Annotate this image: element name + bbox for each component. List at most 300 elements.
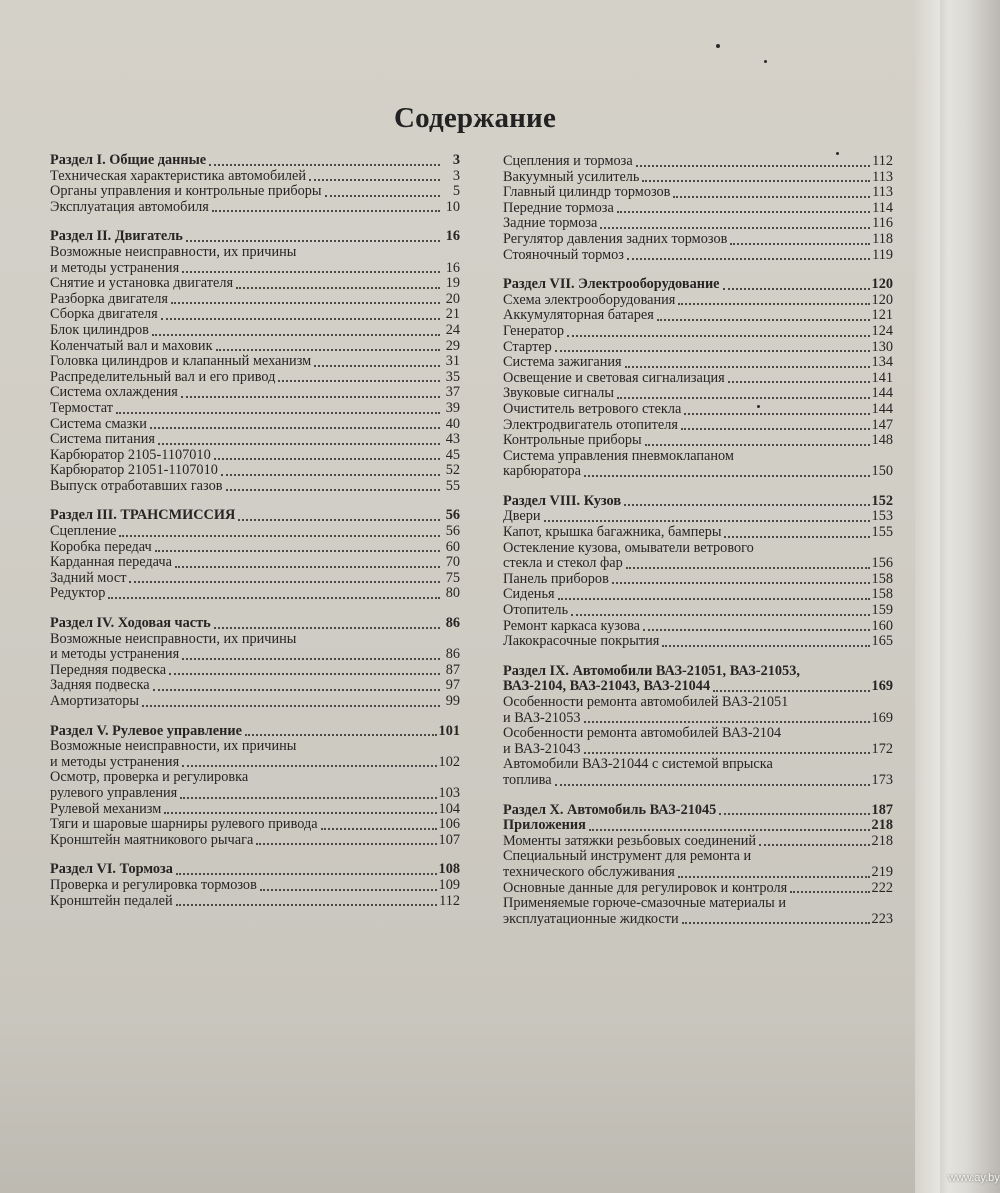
toc-entry-text: Термостат <box>50 399 114 416</box>
dot-leader <box>584 474 870 477</box>
dot-leader <box>790 890 869 893</box>
dot-leader <box>626 566 870 569</box>
toc-entry-text: Кронштейн маятникового рычага <box>50 831 254 848</box>
section-heading <box>503 679 893 695</box>
toc-entry <box>50 524 460 540</box>
page-number: 118 <box>872 230 893 247</box>
page-number: 120 <box>871 276 893 293</box>
toc-section <box>50 616 460 710</box>
dot-leader <box>129 580 440 583</box>
dot-leader <box>567 334 870 337</box>
toc-entry-text: Система питания <box>50 431 155 448</box>
section-heading <box>50 616 460 632</box>
toc-entry-text: Система смазки <box>50 415 147 432</box>
toc-entry <box>503 572 893 588</box>
page-number: 153 <box>871 508 893 525</box>
toc-entry <box>50 169 460 185</box>
page-number: 99 <box>445 693 460 709</box>
page-number: 113 <box>872 168 893 185</box>
toc-entry-text: Звуковые сигналы <box>503 385 614 402</box>
toc-entry <box>50 417 460 433</box>
dot-leader <box>571 613 869 616</box>
section-heading-text: Раздел VII. Электрооборудование <box>503 276 720 293</box>
toc-entry-text: карбюратора <box>503 463 582 480</box>
toc-entry <box>50 694 460 710</box>
toc-entry <box>50 586 460 602</box>
page-number: 114 <box>872 199 893 216</box>
toc-entry-text: Сцепления и тормоза <box>503 153 633 169</box>
toc-entry-line1: Особенности ремонта автомобилей ВАЗ-2104 <box>503 725 782 742</box>
dot-leader <box>182 270 440 273</box>
dot-leader <box>558 597 870 600</box>
toc-section <box>50 862 460 909</box>
dot-leader <box>724 535 869 538</box>
page-number: 56 <box>445 523 460 540</box>
toc-entry-text: Контрольные приборы <box>503 432 642 449</box>
toc-entry <box>50 307 460 323</box>
page-number: 156 <box>871 555 893 572</box>
page-number: 19 <box>445 275 460 292</box>
page-number: 35 <box>445 368 460 385</box>
toc-entry-text: Тяги и шаровые шарниры рулевого привода <box>50 816 318 833</box>
page-number: 97 <box>445 677 460 694</box>
page-number: 141 <box>871 369 893 386</box>
toc-entry <box>503 216 893 232</box>
page-number: 5 <box>452 183 460 200</box>
page-number: 29 <box>445 337 460 354</box>
toc-entry-text: Амортизаторы <box>50 693 139 709</box>
section-heading <box>503 803 893 819</box>
toc-entry-text: Карбюратор 2105-1107010 <box>50 446 211 463</box>
toc-entry <box>503 386 893 402</box>
page-number: 158 <box>871 586 893 603</box>
toc-entry-text: Моменты затяжки резьбовых соединений <box>503 832 757 849</box>
toc-entry-text: Ремонт каркаса кузова <box>503 617 641 634</box>
toc-entry-text: технического обслуживания <box>503 863 675 880</box>
toc-entry-text: Органы управления и контрольные приборы <box>50 183 322 200</box>
dot-leader <box>164 811 436 814</box>
toc-section <box>50 229 460 494</box>
page-number: 3 <box>452 167 460 184</box>
toc-entry <box>50 833 460 849</box>
toc-entry <box>50 540 460 556</box>
page-number: 60 <box>445 538 460 555</box>
section-heading-text: Раздел VI. Тормоза <box>50 861 173 878</box>
toc-entry <box>50 200 460 216</box>
toc-entry-line1: Автомобили ВАЗ-21044 с системой впрыска <box>503 756 773 773</box>
toc-entry-text: Схема электрооборудования <box>503 291 676 308</box>
page-number: 144 <box>871 385 893 402</box>
dot-leader <box>158 442 440 445</box>
dot-leader <box>309 178 440 181</box>
section-heading-text: Раздел II. Двигатель <box>50 228 183 245</box>
page-number: 119 <box>872 246 893 263</box>
dot-leader <box>657 318 870 321</box>
toc-entry <box>503 865 893 881</box>
toc-entry <box>50 663 460 679</box>
dot-leader <box>681 427 870 430</box>
page-number: 3 <box>452 152 460 168</box>
dot-leader <box>175 565 440 568</box>
page-number: 39 <box>445 399 460 416</box>
toc-entry <box>50 432 460 448</box>
page-number: 108 <box>438 861 460 878</box>
toc-entry <box>503 711 893 727</box>
toc-entry <box>50 817 460 833</box>
toc-entry-text: рулевого управления <box>50 784 178 801</box>
toc-section <box>503 664 893 789</box>
dot-leader <box>584 720 870 723</box>
page-number: 55 <box>445 477 460 494</box>
toc-entry <box>50 571 460 587</box>
dot-leader <box>682 921 870 924</box>
toc-entry-text: Проверка и регулировка тормозов <box>50 876 257 893</box>
dot-leader <box>600 226 870 229</box>
toc-entry-text: и ВАЗ-21053 <box>503 709 581 726</box>
dot-leader <box>624 503 870 506</box>
dot-leader <box>678 875 870 878</box>
toc-entry <box>503 308 893 324</box>
toc-entry <box>50 463 460 479</box>
page-number: 130 <box>871 338 893 355</box>
dot-leader <box>161 317 440 320</box>
page-number: 144 <box>871 400 893 417</box>
toc-entry-text: Задние тормоза <box>503 215 598 232</box>
toc-entry-text: Генератор <box>503 322 564 339</box>
page-number: 20 <box>445 290 460 307</box>
toc-entry <box>50 323 460 339</box>
toc-entry-text: Главный цилиндр тормозов <box>503 184 671 201</box>
toc-entry <box>503 201 893 217</box>
section-heading-line1: Раздел IX. Автомобили ВАЗ-21051, ВАЗ-21053, <box>503 662 800 679</box>
toc-entry <box>503 418 893 434</box>
dot-leader <box>152 333 440 336</box>
toc-entry <box>503 293 893 309</box>
page-number: 120 <box>871 291 893 308</box>
dot-leader <box>214 457 440 460</box>
dot-leader <box>212 209 440 212</box>
toc-entry-line1: Возможные неисправности, их причины <box>50 738 297 755</box>
toc-entry <box>503 154 893 170</box>
page-number: 152 <box>871 492 893 509</box>
page-number: 121 <box>871 307 893 324</box>
dot-leader <box>625 365 870 368</box>
toc-entry <box>503 773 893 789</box>
dot-leader <box>238 518 440 521</box>
toc-entry-text: Блок цилиндров <box>50 321 149 338</box>
toc-entry-text: топлива <box>503 771 552 788</box>
page-number: 75 <box>445 569 460 586</box>
toc-entry <box>503 170 893 186</box>
dot-leader <box>182 657 440 660</box>
page-edge <box>915 0 1000 1193</box>
dot-leader <box>325 194 440 197</box>
page-number: 222 <box>871 879 893 896</box>
toc-section <box>50 153 460 215</box>
toc-entry <box>50 276 460 292</box>
toc-entry-text: Двери <box>503 508 541 525</box>
page-number: 134 <box>871 354 893 371</box>
section-heading <box>50 153 460 169</box>
page-number: 21 <box>445 306 460 323</box>
toc-entry <box>503 324 893 340</box>
dot-leader <box>214 626 440 629</box>
page-number: 56 <box>445 507 460 524</box>
toc-entry-text: Коробка передач <box>50 538 152 555</box>
toc-entry <box>50 786 460 802</box>
section-heading-text: Раздел V. Рулевое управление <box>50 722 242 739</box>
dot-leader <box>321 827 437 830</box>
toc-entry-text: Лакокрасочные покрытия <box>503 633 660 650</box>
toc-entry <box>503 402 893 418</box>
dot-leader <box>555 349 870 352</box>
dot-leader <box>589 828 870 831</box>
dot-leader <box>245 733 437 736</box>
toc-entry-text: Рулевой механизм <box>50 800 162 817</box>
dot-leader <box>256 842 436 845</box>
ink-speck <box>716 44 720 48</box>
dot-leader <box>176 903 437 906</box>
section-heading <box>50 508 460 524</box>
dot-leader <box>645 443 870 446</box>
page-number: 113 <box>872 184 893 201</box>
page-number: 107 <box>438 831 460 848</box>
toc-entry-text: Стартер <box>503 338 552 355</box>
toc-entry-text: Система зажигания <box>503 354 622 371</box>
ink-speck <box>836 152 839 155</box>
toc-entry-line1: Система управления пневмоклапаном <box>503 447 734 464</box>
toc-entry-text: Карбюратор 21051-1107010 <box>50 462 218 479</box>
toc-entry-text: Освещение и световая сигнализация <box>503 369 725 386</box>
toc-entry-text: Панель приборов <box>503 570 609 587</box>
page-number: 158 <box>871 570 893 587</box>
toc-entry-text: Редуктор <box>50 585 106 602</box>
toc-entry <box>50 479 460 495</box>
dot-leader <box>116 411 440 414</box>
toc-entry <box>503 881 893 897</box>
section-heading <box>503 818 893 834</box>
page-number: 43 <box>445 431 460 448</box>
toc-section <box>503 803 893 928</box>
section-heading-text: Раздел VIII. Кузов <box>503 492 622 509</box>
page-number: 104 <box>438 800 460 817</box>
page-number: 112 <box>872 153 893 169</box>
toc-entry-text: Передняя подвеска <box>50 661 167 678</box>
dot-leader <box>584 751 870 754</box>
toc-entry-line1: Особенности ремонта автомобилей ВАЗ-21051 <box>503 694 789 710</box>
page-shadow <box>940 0 948 1193</box>
dot-leader <box>169 672 440 675</box>
dot-leader <box>108 596 440 599</box>
toc-entry <box>50 802 460 818</box>
toc-entry-text: Сцепление <box>50 523 117 540</box>
toc-entry-text: Капот, крышка багажника, бамперы <box>503 524 722 541</box>
page-number: 101 <box>438 722 460 739</box>
page-number: 173 <box>871 771 893 788</box>
page-number: 219 <box>871 863 893 880</box>
page-number: 86 <box>445 615 460 632</box>
page-number: 106 <box>438 816 460 833</box>
toc-entry-line1: Применяемые горюче-смазочные материалы и <box>503 895 787 912</box>
toc-entry-text: Стояночный тормоз <box>503 246 624 263</box>
page-number: 169 <box>871 709 893 726</box>
dot-leader <box>719 812 869 815</box>
toc-entry-text: Аккумуляторная батарея <box>503 307 654 324</box>
page-number: 223 <box>871 910 893 927</box>
toc-section <box>50 724 460 849</box>
dot-leader <box>759 843 869 846</box>
page-number: 31 <box>445 353 460 370</box>
toc-entry-text: Эксплуатация автомобиля <box>50 198 209 215</box>
dot-leader <box>642 179 870 182</box>
page-number: 10 <box>445 198 460 215</box>
toc-entry-text: стекла и стекол фар <box>503 555 623 572</box>
toc-entry-text: и ВАЗ-21043 <box>503 740 581 757</box>
dot-leader <box>180 796 436 799</box>
toc-entry <box>50 261 460 277</box>
toc-entry <box>503 433 893 449</box>
page-number: 70 <box>445 554 460 571</box>
dot-leader <box>713 689 869 692</box>
toc-entry-text: Вакуумный усилитель <box>503 168 640 185</box>
dot-leader <box>216 348 440 351</box>
page-number: 150 <box>871 463 893 480</box>
section-heading-text: Раздел X. Автомобиль ВАЗ-21045 <box>503 801 717 818</box>
dot-leader <box>236 286 440 289</box>
page-number: 45 <box>445 446 460 463</box>
toc-entry-text: Головка цилиндров и клапанный механизм <box>50 353 312 370</box>
dot-leader <box>182 764 436 767</box>
toc-entry <box>503 912 893 928</box>
page-title: Содержание <box>393 102 557 134</box>
toc-entry <box>503 371 893 387</box>
page-number: 172 <box>871 740 893 757</box>
toc-entry <box>50 647 460 663</box>
toc-left-column <box>50 153 460 923</box>
toc-entry <box>503 619 893 635</box>
section-heading <box>503 494 893 510</box>
toc-entry-text: и методы устранения <box>50 753 180 770</box>
dot-leader <box>728 380 870 383</box>
section-heading <box>50 724 460 740</box>
dot-leader <box>617 396 870 399</box>
toc-entry-text: Разборка двигателя <box>50 290 168 307</box>
dot-leader <box>181 395 440 398</box>
dot-leader <box>684 412 869 415</box>
dot-leader <box>643 628 870 631</box>
dot-leader <box>176 872 437 875</box>
page-number: 87 <box>445 661 460 678</box>
toc-entry <box>503 742 893 758</box>
toc-entry-text: Кронштейн педалей <box>50 892 173 909</box>
toc-entry <box>503 587 893 603</box>
section-heading <box>50 229 460 245</box>
dot-leader <box>119 534 440 537</box>
toc-entry <box>503 232 893 248</box>
dot-leader <box>612 581 870 584</box>
toc-entry-text: и методы устранения <box>50 259 180 276</box>
page-number: 40 <box>445 415 460 432</box>
dot-leader <box>260 888 437 891</box>
page-number: 80 <box>445 585 460 602</box>
toc-entry-text: Снятие и установка двигателя <box>50 275 234 292</box>
page-number: 218 <box>871 817 893 834</box>
toc-entry <box>50 401 460 417</box>
page-number: 103 <box>438 784 460 801</box>
page-number: 187 <box>871 801 893 818</box>
page-number: 169 <box>871 678 893 695</box>
toc-entry <box>503 340 893 356</box>
toc-section <box>503 494 893 650</box>
toc-entry <box>50 878 460 894</box>
toc-section <box>50 508 460 602</box>
toc-entry <box>503 464 893 480</box>
toc-entry-text: Карданная передача <box>50 554 172 571</box>
page-number: 165 <box>871 633 893 650</box>
toc-entry-text: Основные данные для регулировок и контроля <box>503 879 788 896</box>
page-number: 24 <box>445 321 460 338</box>
dot-leader <box>153 688 440 691</box>
toc-entry-text: Электродвигатель отопителя <box>503 416 678 433</box>
toc-entry-line1: Специальный инструмент для ремонта и <box>503 848 752 865</box>
page-number: 37 <box>445 384 460 401</box>
section-heading-text: Приложения <box>503 817 586 834</box>
toc-entry-text: Очиститель ветрового стекла <box>503 400 682 417</box>
toc-entry-text: Задний мост <box>50 569 127 586</box>
dot-leader <box>544 519 870 522</box>
dot-leader <box>226 488 441 491</box>
toc-entry <box>503 355 893 371</box>
page-number: 16 <box>445 259 460 276</box>
toc-entry <box>50 555 460 571</box>
toc-right-column <box>503 154 893 941</box>
toc-entry-text: Выпуск отработавших газов <box>50 477 223 494</box>
page-number: 159 <box>871 602 893 619</box>
toc-entry <box>503 525 893 541</box>
dot-leader <box>150 426 440 429</box>
page-number: 86 <box>445 646 460 663</box>
toc-entry-text: Распределительный вал и его привод <box>50 368 276 385</box>
toc-entry <box>50 370 460 386</box>
toc-entry <box>503 834 893 850</box>
page-number: 148 <box>871 432 893 449</box>
page-number: 16 <box>445 228 460 245</box>
page-number: 102 <box>438 753 460 770</box>
toc-entry-line1: Возможные неисправности, их причины <box>50 243 297 260</box>
section-heading <box>50 862 460 878</box>
section-heading-text: Раздел IV. Ходовая часть <box>50 615 211 632</box>
toc-entry <box>503 509 893 525</box>
toc-entry-text: Передние тормоза <box>503 199 614 216</box>
page-number: 147 <box>871 416 893 433</box>
toc-entry <box>50 385 460 401</box>
toc-entry-text: Техническая характеристика автомобилей <box>50 167 307 184</box>
dot-leader <box>221 473 440 476</box>
page-number: 160 <box>871 617 893 634</box>
dot-leader <box>155 549 440 552</box>
toc-entry <box>503 603 893 619</box>
toc-entry-text: эксплуатационные жидкости <box>503 910 679 927</box>
toc-entry <box>50 755 460 771</box>
toc-entry-text: Система охлаждения <box>50 384 178 401</box>
dot-leader <box>730 242 870 245</box>
toc-entry-text: Задняя подвеска <box>50 677 150 694</box>
toc-entry <box>50 292 460 308</box>
dot-leader <box>209 163 440 166</box>
dot-leader <box>673 195 870 198</box>
page-number: 52 <box>445 462 460 479</box>
toc-entry <box>50 448 460 464</box>
